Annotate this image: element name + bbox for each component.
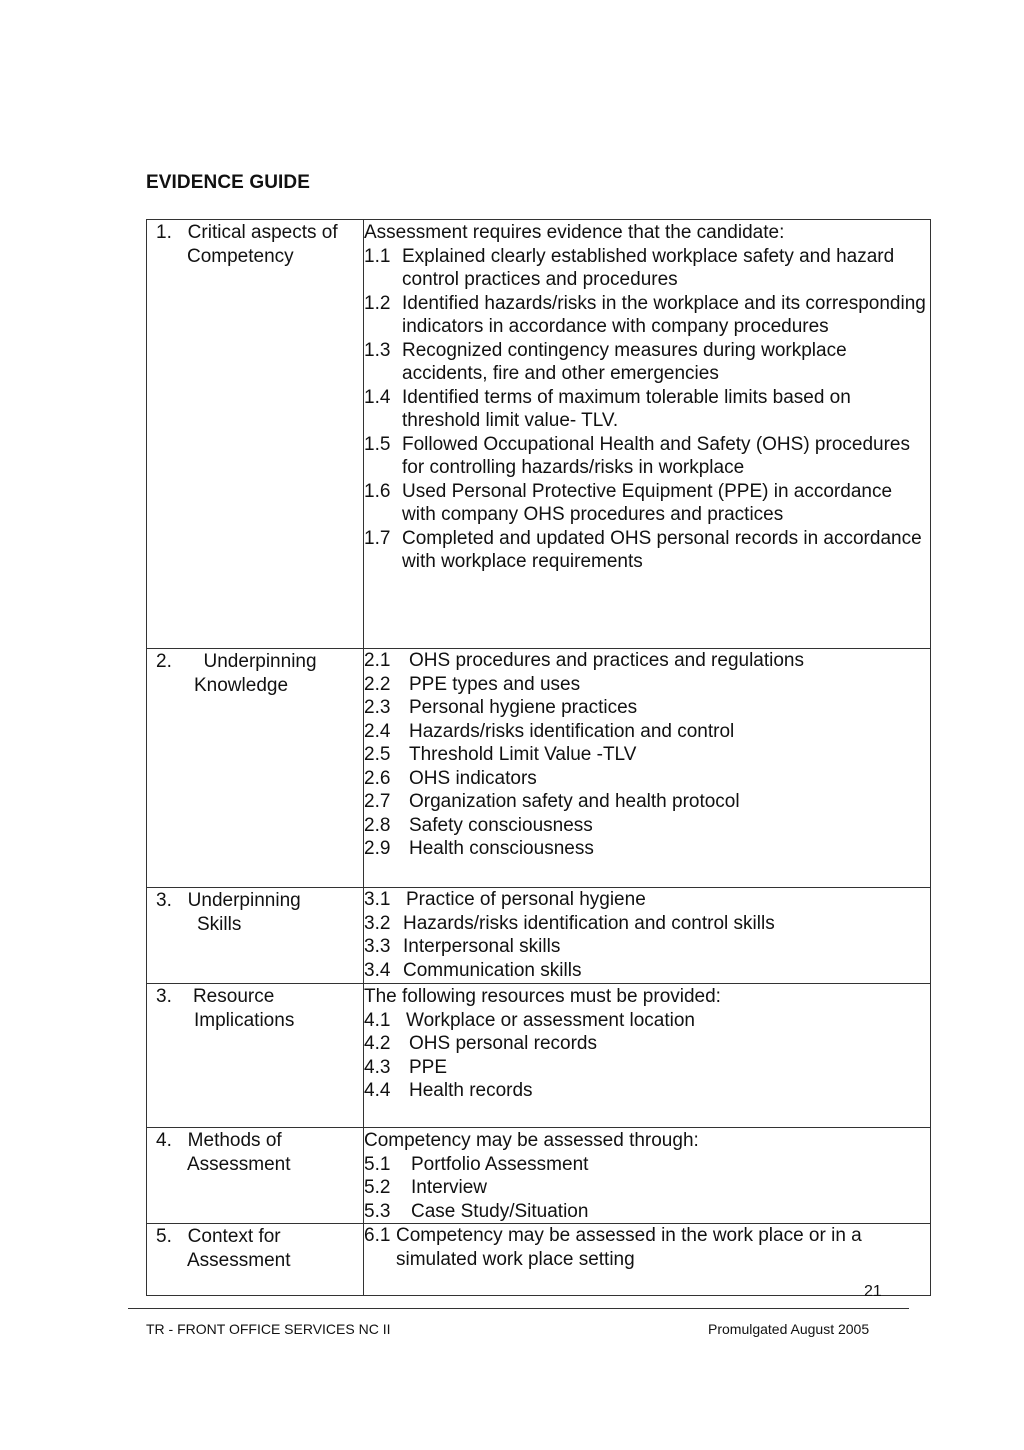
- row-content-cell: [364, 1224, 931, 1296]
- list-item: [364, 767, 930, 791]
- item-text: OHS personal records: [409, 1033, 597, 1054]
- row-label-line2: Assessment: [187, 1249, 291, 1271]
- table-row: [147, 984, 931, 1128]
- item-number: 3.3: [364, 936, 391, 957]
- table-row: [147, 1128, 931, 1224]
- item-number: 2.6: [364, 767, 391, 789]
- item-text: Organization safety and health protocol: [409, 791, 740, 812]
- row-label-line2: Competency: [187, 245, 294, 267]
- footer-document-title: TR - FRONT OFFICE SERVICES NC II: [146, 1321, 391, 1337]
- item-number: 3.2: [364, 912, 391, 934]
- table-row: [147, 1224, 931, 1296]
- item-number: 1.7: [364, 527, 391, 549]
- item-text: Personal hygiene practices: [409, 697, 638, 718]
- page-number: 21: [864, 1283, 882, 1300]
- list-item: [364, 743, 930, 767]
- row-intro: Assessment requires evidence that the candidate:: [364, 222, 785, 243]
- item-number: 3.4: [364, 959, 391, 981]
- item-text: Workplace or assessment location: [406, 1009, 695, 1031]
- item-text: OHS procedures and practices and regulations: [409, 650, 805, 671]
- row-label-cell: [147, 1224, 364, 1296]
- table-row: [147, 888, 931, 984]
- list-item: [364, 339, 930, 386]
- row-intro: Competency may be assessed through:: [364, 1130, 699, 1151]
- list-item: [364, 1200, 930, 1224]
- item-number: 4.3: [364, 1056, 391, 1078]
- row-label-line2: Implications: [194, 1009, 295, 1031]
- list-item: [364, 1176, 930, 1200]
- item-number: 5.2: [364, 1177, 391, 1198]
- item-number: 2.9: [364, 838, 391, 859]
- item-text: Threshold Limit Value -TLV: [409, 744, 637, 765]
- item-number: 2.4: [364, 720, 391, 742]
- item-text: Case Study/Situation: [411, 1200, 589, 1222]
- item-text: Health records: [409, 1080, 533, 1101]
- row-content-cell: [364, 984, 931, 1128]
- item-text: Health consciousness: [409, 838, 594, 859]
- footer-divider: [128, 1308, 909, 1309]
- item-number: 5.1: [364, 1153, 391, 1175]
- row-label-cell: [147, 984, 364, 1128]
- item-number: 1.2: [364, 292, 391, 314]
- list-item: [364, 292, 930, 339]
- list-item: [364, 959, 930, 983]
- row-label-line2: Knowledge: [194, 674, 289, 696]
- evidence-guide-table: [146, 219, 931, 1296]
- item-number: 1.3: [364, 339, 391, 361]
- list-item: [364, 1032, 930, 1056]
- item-text: Portfolio Assessment: [411, 1153, 589, 1175]
- list-item: [364, 245, 930, 292]
- item-text: Safety consciousness: [409, 814, 593, 836]
- table-row: [147, 649, 931, 888]
- item-number: 2.1: [364, 650, 391, 671]
- item-text: PPE types and uses: [409, 673, 581, 695]
- row-content-cell: [364, 1128, 931, 1224]
- item-number: 2.8: [364, 814, 391, 836]
- footer-promulgation-date: Promulgated August 2005: [708, 1321, 870, 1337]
- row-label-line1: 1. Critical aspects of: [156, 222, 338, 243]
- list-item: [364, 1056, 930, 1080]
- list-item: [364, 1153, 930, 1177]
- item-text: PPE: [409, 1056, 448, 1078]
- list-item: [364, 433, 930, 480]
- item-text: Completed and updated OHS personal records in accordance with workplace requirements: [402, 527, 922, 572]
- item-number: 1.4: [364, 386, 391, 408]
- list-item: [364, 1224, 930, 1271]
- list-item: [364, 790, 930, 814]
- row-content-cell: [364, 649, 931, 888]
- row-label-cell: [147, 649, 364, 888]
- list-item: [364, 696, 930, 720]
- item-number: 5.3: [364, 1200, 391, 1222]
- list-item: [364, 1079, 930, 1103]
- item-number: 6.1: [364, 1225, 391, 1246]
- row-label-line1: 3. Resource: [156, 986, 275, 1007]
- list-item: [364, 673, 930, 697]
- item-number: 2.5: [364, 744, 391, 765]
- item-text: Interview: [411, 1177, 488, 1198]
- row-label-line1: 2. Underpinning: [156, 651, 317, 672]
- item-text: Hazards/risks identification and control skills: [403, 912, 775, 934]
- list-item: [364, 720, 930, 744]
- item-text: Used Personal Protective Equipment (PPE) in accordance with company OHS procedures and practices: [402, 480, 893, 525]
- item-number: 1.1: [364, 245, 391, 267]
- item-text: Identified terms of maximum tolerable limits based on threshold limit value- TLV.: [402, 386, 851, 431]
- item-text: Interpersonal skills: [403, 936, 561, 957]
- row-label-line2: Skills: [197, 913, 242, 935]
- item-number: 2.7: [364, 791, 391, 812]
- page-title: EVIDENCE GUIDE: [146, 172, 310, 193]
- list-item: [364, 912, 930, 936]
- row-content-cell: [364, 888, 931, 984]
- table-row: [147, 220, 931, 649]
- list-item: [364, 814, 930, 838]
- item-text: Explained clearly established workplace safety and hazard control practices and procedures: [402, 245, 895, 290]
- item-text: Recognized contingency measures during workplace accidents, fire and other emergencies: [402, 339, 847, 384]
- row-label-line1: 3. Underpinning: [156, 890, 301, 911]
- item-number: 4.2: [364, 1033, 391, 1054]
- row-label-cell: [147, 888, 364, 984]
- item-text: Practice of personal hygiene: [406, 889, 646, 910]
- row-intro: The following resources must be provided:: [364, 986, 721, 1007]
- list-item: [364, 837, 930, 861]
- list-item: [364, 888, 930, 912]
- item-number: 2.3: [364, 697, 391, 718]
- row-label-cell: [147, 1128, 364, 1224]
- item-text: Competency may be assessed in the work place or in a simulated work place setting: [396, 1225, 862, 1270]
- item-text: Identified hazards/risks in the workplace and its corresponding indicators in accordance with company procedures: [402, 292, 926, 337]
- item-number: 3.1: [364, 889, 391, 910]
- list-item: [364, 1009, 930, 1033]
- item-number: 4.1: [364, 1009, 391, 1031]
- row-label-cell: [147, 220, 364, 649]
- item-number: 4.4: [364, 1080, 391, 1101]
- list-item: [364, 480, 930, 527]
- item-number: 2.2: [364, 673, 391, 695]
- list-item: [364, 649, 930, 673]
- item-number: 1.6: [364, 480, 391, 502]
- list-item: [364, 935, 930, 959]
- row-label-line1: 4. Methods of: [156, 1130, 282, 1151]
- item-text: Followed Occupational Health and Safety (OHS) procedures for controlling hazards/risks in workplace: [402, 433, 910, 478]
- item-text: OHS indicators: [409, 767, 537, 789]
- list-item: [364, 386, 930, 433]
- item-number: 1.5: [364, 433, 391, 455]
- row-label-line1: 5. Context for: [156, 1226, 281, 1247]
- item-text: Hazards/risks identification and control: [409, 720, 735, 742]
- row-content-cell: [364, 220, 931, 649]
- list-item: [364, 527, 930, 574]
- item-text: Communication skills: [403, 959, 582, 981]
- row-label-line2: Assessment: [187, 1153, 291, 1175]
